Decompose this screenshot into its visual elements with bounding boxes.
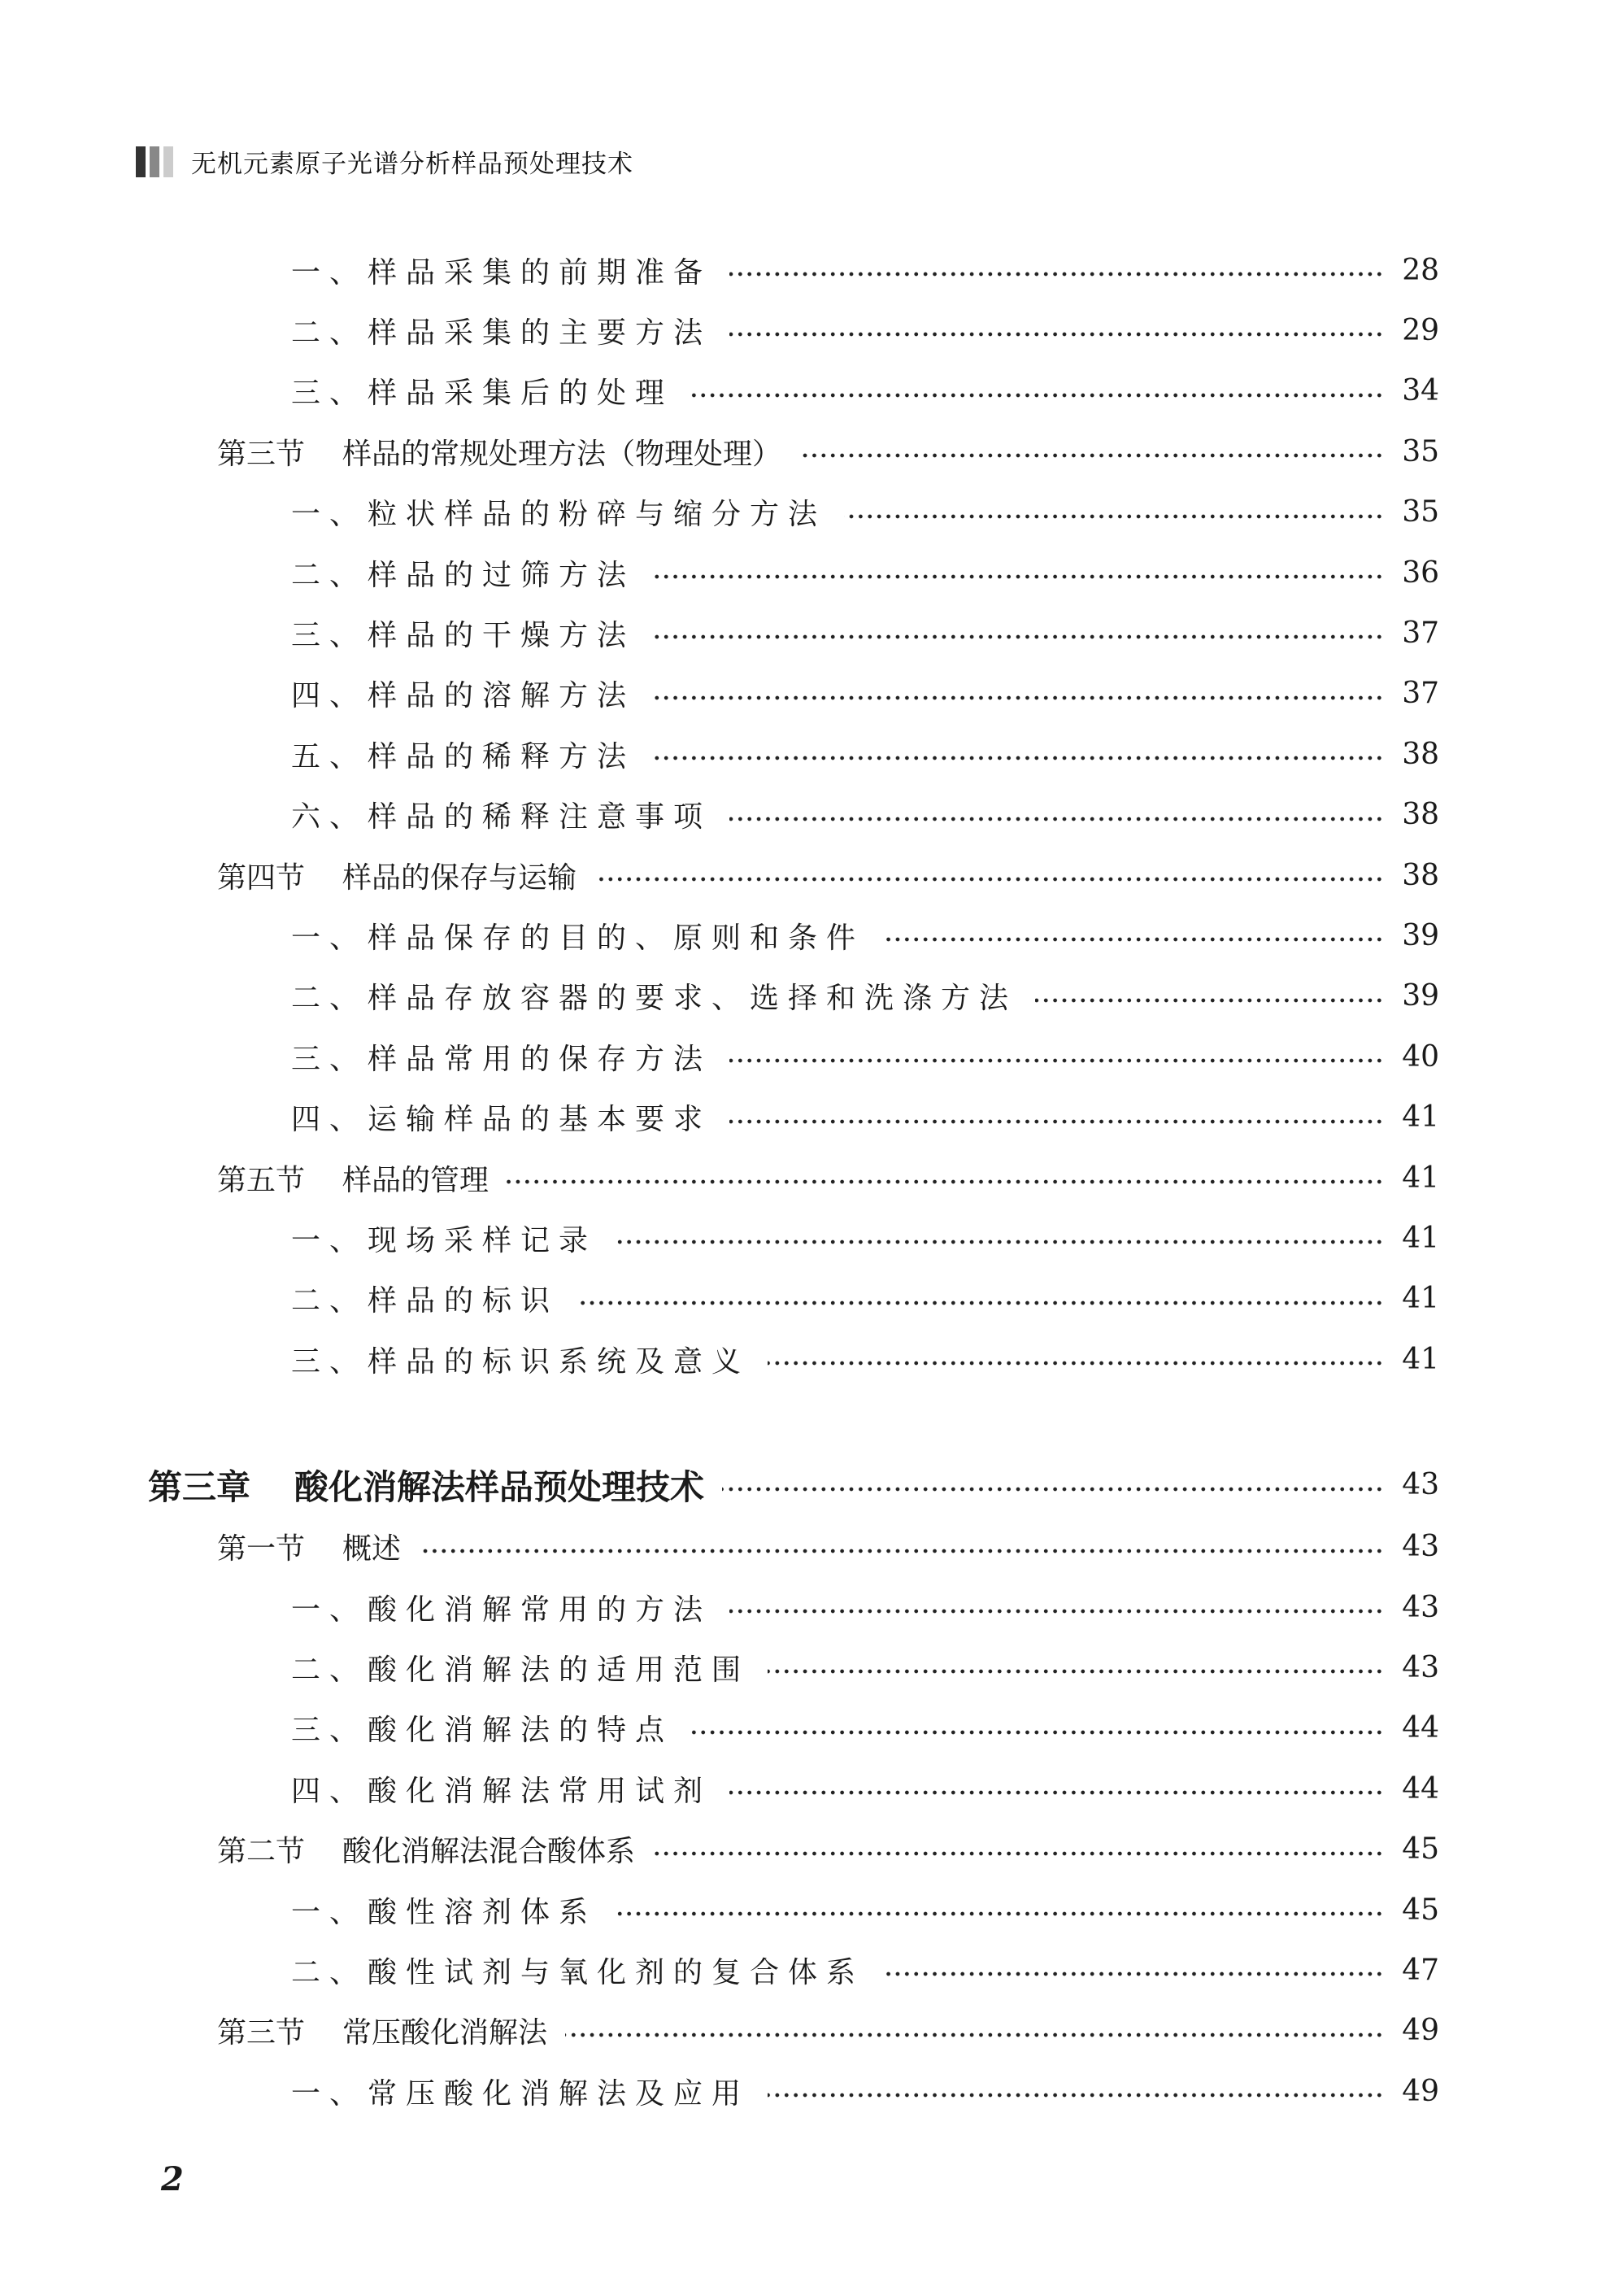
toc-prefix: 三、 [291,1344,368,1379]
toc-title: 样品保存的目的、原则和条件 [368,921,865,955]
header-bars-icon [136,146,173,177]
dot-leader [729,1057,1384,1064]
toc-section[interactable] [217,1148,1439,1208]
dot-leader [729,1608,1384,1614]
bar-dark [136,146,146,177]
bar-light [163,146,173,177]
toc-title: 样品常用的保存方法 [368,1042,712,1076]
toc-prefix: 一、 [291,1895,368,1929]
toc-section[interactable] [217,1517,1439,1577]
toc-prefix: 四、 [291,1774,368,1808]
toc-page: 49 [1402,2074,1439,2108]
toc-page: 49 [1402,2014,1439,2048]
bar-mid [150,146,159,177]
toc-prefix: 第三节 [217,2016,306,2050]
toc-page: 44 [1402,1771,1439,1806]
toc-page: 35 [1402,434,1439,468]
toc-title: 样品的稀释方法 [368,739,636,773]
toc-title: 样品的稀释注意事项 [368,800,712,834]
toc-item[interactable] [291,1758,1439,1819]
toc-item[interactable] [291,1698,1439,1758]
toc-section[interactable] [217,845,1439,905]
dot-leader [768,1668,1384,1675]
toc-item[interactable] [291,240,1439,300]
toc-title: 样品的过筛方法 [368,558,636,592]
toc-item[interactable] [291,1880,1439,1940]
toc-prefix: 二、 [291,1955,368,1989]
toc-title: 酸化消解法常用试剂 [368,1774,712,1808]
toc-title: 样品采集的主要方法 [368,316,712,350]
toc-page: 43 [1402,1650,1439,1684]
toc-page: 41 [1402,1221,1439,1255]
toc-prefix: 五、 [291,739,368,773]
toc-title: 酸化消解法混合酸体系 [342,1835,636,1869]
dot-leader [729,271,1384,277]
dot-leader [722,1486,1384,1492]
toc-title: 酸性溶剂体系 [368,1895,598,1929]
toc-title: 酸性试剂与氧化剂的复合体系 [368,1955,865,1989]
dot-leader [653,1850,1384,1857]
toc-title: 样品的管理 [342,1163,490,1197]
dot-leader [1035,997,1384,1004]
toc-prefix: 三、 [291,377,368,411]
toc-item[interactable] [291,361,1439,421]
toc-page: 35 [1402,495,1439,529]
toc-page: 38 [1402,798,1439,832]
toc-title: 样品采集后的处理 [368,377,674,411]
book-title: 无机元素原子光谱分析样品预处理技术 [191,150,633,179]
toc-page: 29 [1402,313,1439,347]
dot-leader [729,1118,1384,1125]
toc-item[interactable] [291,724,1439,784]
toc-title: 样品的标识系统及意义 [368,1344,751,1379]
toc-item[interactable] [291,905,1439,965]
toc-page: 45 [1402,1832,1439,1867]
toc-prefix: 二、 [291,1284,368,1318]
toc-page: 47 [1402,1953,1439,1987]
toc-title: 常压酸化消解法及应用 [368,2076,751,2111]
toc-page: 37 [1402,616,1439,650]
toc-prefix: 四、 [291,1103,368,1137]
toc-prefix: 第五节 [217,1163,306,1197]
toc-title: 样品的干燥方法 [368,618,636,652]
dot-leader [594,876,1384,882]
toc-prefix: 二、 [291,982,368,1016]
toc-prefix: 第二节 [217,1835,306,1869]
toc-page: 43 [1402,1468,1439,1502]
toc-item[interactable] [291,482,1439,542]
toc-title: 酸化消解常用的方法 [368,1592,712,1627]
toc-section[interactable] [217,2001,1439,2061]
toc-title: 样品的保存与运输 [342,860,577,895]
dot-leader [729,1789,1384,1796]
toc-section[interactable] [217,421,1439,481]
toc-item[interactable] [291,1208,1439,1268]
dot-leader [729,331,1384,338]
toc-item[interactable] [291,966,1439,1026]
toc-title: 样品采集的前期准备 [368,255,712,290]
toc-page: 43 [1402,1530,1439,1564]
dot-leader [768,1360,1384,1366]
toc-page: 45 [1402,1893,1439,1927]
toc-prefix: 一、 [291,498,368,532]
dot-leader [615,1239,1384,1245]
toc-prefix: 四、 [291,679,368,713]
toc-prefix: 第三节 [217,437,306,471]
dot-leader [882,936,1384,943]
dot-leader [799,452,1384,459]
toc-prefix: 三、 [291,1714,368,1748]
toc-title: 酸化消解法的特点 [368,1714,674,1748]
toc-prefix: 二、 [291,558,368,592]
toc-title: 常压酸化消解法 [342,2016,548,2050]
dot-leader [653,695,1384,701]
toc-page: 36 [1402,555,1439,590]
toc-title: 样品存放容器的要求、选择和洗涤方法 [368,982,1018,1016]
dot-leader [653,755,1384,761]
toc-page: 41 [1402,1282,1439,1316]
page-number: 2 [161,2160,184,2198]
toc-page: 37 [1402,677,1439,711]
toc-item[interactable] [291,1577,1439,1637]
toc-item[interactable] [291,1269,1439,1329]
dot-leader [419,1548,1384,1554]
toc-prefix: 第一节 [217,1532,306,1566]
toc-prefix: 二、 [291,316,368,350]
dot-leader [565,2032,1384,2038]
toc-section[interactable] [217,1819,1439,1880]
toc-prefix: 一、 [291,1592,368,1627]
toc-prefix: 第三章 [148,1466,251,1507]
toc-item[interactable] [291,1940,1439,2000]
dot-leader [615,1910,1384,1917]
toc-prefix: 一、 [291,255,368,290]
dot-leader [577,1300,1384,1306]
toc-title: 样品的标识 [368,1284,559,1318]
toc-title: 酸化消解法的适用范围 [368,1653,751,1687]
toc-item[interactable] [291,664,1439,724]
toc-item[interactable] [291,785,1439,845]
toc-prefix: 一、 [291,1223,368,1257]
toc-prefix: 二、 [291,1653,368,1687]
toc-title: 现场采样记录 [368,1223,598,1257]
running-header [136,143,633,180]
toc-item[interactable] [291,1637,1439,1697]
dot-leader [729,816,1384,822]
toc-title: 粒状样品的粉碎与缩分方法 [368,498,827,532]
dot-leader [691,1729,1384,1736]
toc-page: 43 [1402,1590,1439,1624]
toc-item[interactable] [291,1026,1439,1087]
toc-prefix: 六、 [291,800,368,834]
toc-page: 38 [1402,737,1439,771]
toc-page: 39 [1402,979,1439,1013]
toc-prefix: 三、 [291,1042,368,1076]
toc-item[interactable] [291,542,1439,603]
toc-title: 酸化消解法样品预处理技术 [294,1466,705,1507]
toc-chapter[interactable] [148,1455,1439,1515]
toc-page: 38 [1402,858,1439,892]
toc-item[interactable] [291,2061,1439,2121]
dot-leader [653,573,1384,580]
toc-prefix: 一、 [291,921,368,955]
toc-page: 41 [1402,1342,1439,1376]
toc-page: 28 [1402,253,1439,287]
dot-leader [653,634,1384,640]
toc-page: 44 [1402,1711,1439,1745]
toc-page: 34 [1402,374,1439,408]
toc-prefix: 第四节 [217,860,306,895]
dot-leader [691,392,1384,399]
toc-page: 39 [1402,918,1439,952]
toc-page: 41 [1402,1100,1439,1135]
toc-title: 样品的常规处理方法（物理处理） [342,437,782,471]
dot-leader [768,2092,1384,2098]
toc-title: 概述 [342,1532,402,1566]
toc-prefix: 一、 [291,2076,368,2111]
toc-item[interactable] [291,603,1439,663]
toc-item[interactable] [291,1329,1439,1389]
dot-leader [507,1178,1384,1185]
toc-page: 41 [1402,1161,1439,1195]
toc-page: 40 [1402,1039,1439,1074]
toc-title: 样品的溶解方法 [368,679,636,713]
toc-title: 运输样品的基本要求 [368,1103,712,1137]
toc-item[interactable] [291,300,1439,360]
toc-item[interactable] [291,1087,1439,1148]
toc-prefix: 三、 [291,618,368,652]
dot-leader [844,513,1384,520]
dot-leader [882,1971,1384,1977]
